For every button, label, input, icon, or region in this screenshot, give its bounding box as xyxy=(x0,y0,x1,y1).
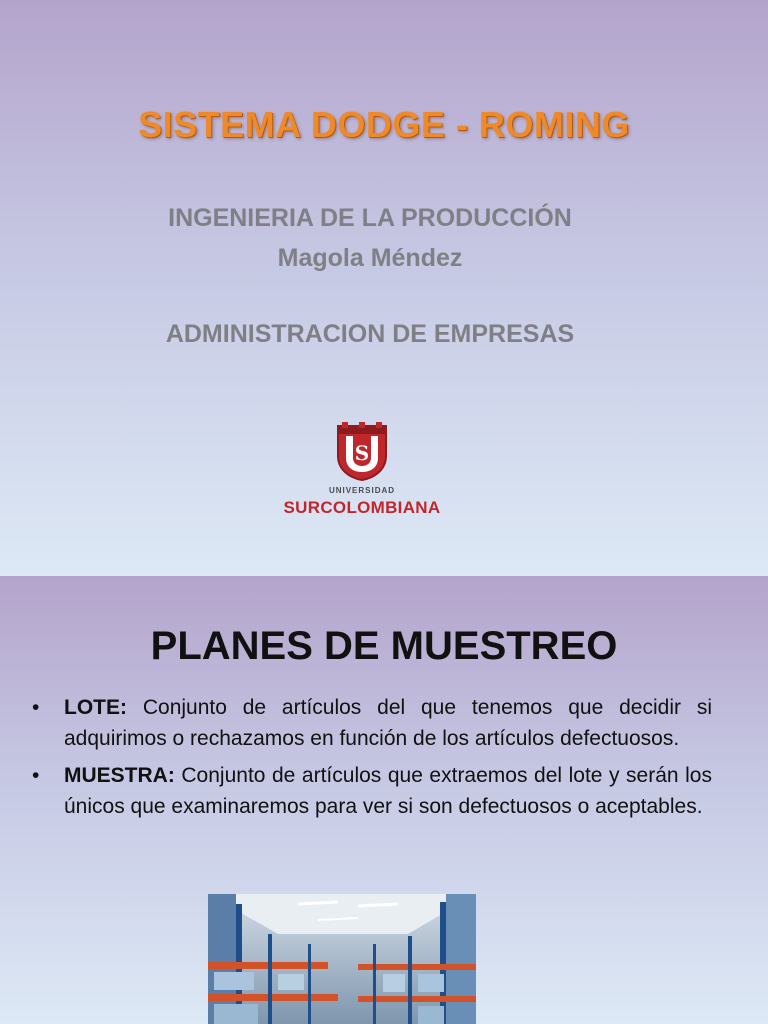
svg-text:S: S xyxy=(354,441,370,465)
university-logo xyxy=(280,420,450,520)
bullet-item xyxy=(32,692,712,754)
bullet-item xyxy=(32,760,712,822)
author-name: Magola Méndez xyxy=(277,244,463,272)
bullet-list xyxy=(32,692,712,828)
bullet-dot-icon: • xyxy=(32,764,40,787)
bullet-term: LOTE: xyxy=(64,696,127,719)
slide-title: PLANES DE MUESTREO xyxy=(150,624,618,668)
logo-text-universidad: UNIVERSIDAD xyxy=(328,486,396,495)
course-name: INGENIERIA DE LA PRODUCCIÓN xyxy=(168,204,572,232)
bullet-text: Conjunto de artículos del que tenemos que decidir si adquirimos o rechazamos en función de los artículos defectuosos. xyxy=(64,696,712,750)
bullet-dot-icon: • xyxy=(32,696,40,719)
program-name: ADMINISTRACION DE EMPRESAS xyxy=(165,320,575,348)
slide-2 xyxy=(0,576,768,1024)
bullet-text: Conjunto de artículos que extraemos del lote y serán los únicos que examinaremos para ver si son defectuosos o aceptables. xyxy=(64,764,712,818)
warehouse-shelves-photo xyxy=(208,894,476,1024)
bullet-term: MUESTRA: xyxy=(64,764,175,787)
logo-text-surcolombiana: SURCOLOMBIANA xyxy=(283,498,441,517)
slide-title: SISTEMA DODGE - ROMING xyxy=(138,104,630,145)
university-shield-icon xyxy=(334,422,390,482)
